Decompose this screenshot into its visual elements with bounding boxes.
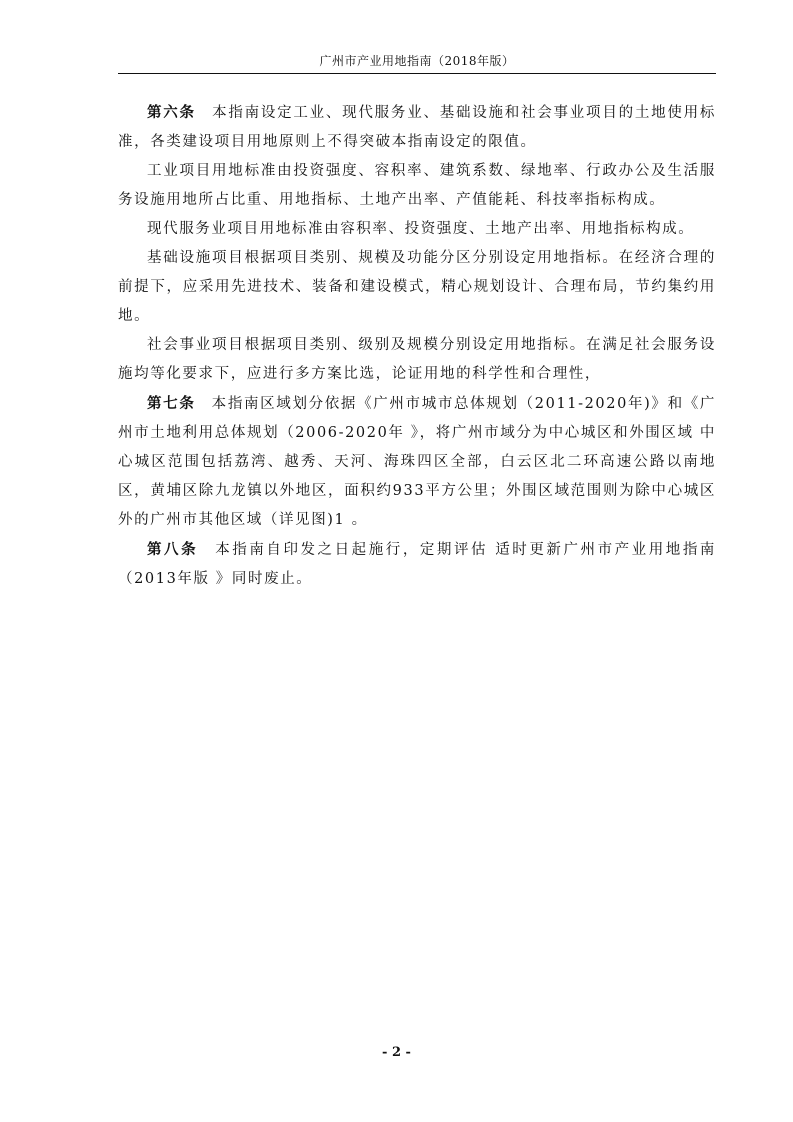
paragraph-text: 本指南区域划分依据《广州市城市总体规划（2011-2020年)》和《广州市土地利用总体规划（2006-2020年 》，将广州市域分为中心城区和外围区域 中心城区范围包括荔湾、越秀、天河、海珠四区全部，白云区北二环高速公路以南地区，黄埔区除九龙镇以外地区，面积约933平方公里；外围区域范围则为除中心城区外的广州市其他区域（详见图)1 。 — [118, 396, 717, 528]
article-heading: 第六条 — [147, 104, 196, 121]
header-divider — [118, 73, 716, 74]
paragraph-industrial-standard — [118, 157, 716, 215]
paragraph-text: 社会事业项目根据项目类别、级别及规模分别设定用地指标。在满足社会服务设施均等化要求下，应进行多方案比选，论证用地的科学性和合理性， — [118, 337, 716, 382]
running-header: 广州市产业用地指南（2018年版） — [319, 54, 515, 68]
paragraph-article-6 — [118, 98, 716, 157]
paragraph-text: 基础设施项目根据项目类别、规模及功能分区分别设定用地指标。在经济合理的前提下，应采用先进技术、装备和建设模式，精心规划设计、合理布局，节约集约用地。 — [118, 250, 716, 324]
paragraph-service-standard — [118, 215, 716, 244]
page-number: - 2 - — [382, 1045, 411, 1060]
paragraph-infrastructure-standard — [118, 244, 716, 331]
document-body — [118, 98, 716, 594]
paragraph-article-8 — [118, 535, 716, 594]
paragraph-social-standard — [118, 331, 716, 389]
paragraph-text: 现代服务业项目用地标准由容积率、投资强度、土地产出率、用地指标构成。 — [147, 221, 695, 237]
article-heading: 第八条 — [147, 541, 199, 558]
paragraph-text: 本指南设定工业、现代服务业、基础设施和社会事业项目的土地使用标准，各类建设项目用地原则上不得突破本指南设定的限值。 — [118, 105, 716, 150]
article-heading: 第七条 — [147, 395, 196, 412]
paragraph-article-7 — [118, 389, 716, 535]
paragraph-text: 工业项目用地标准由投资强度、容积率、建筑系数、绿地率、行政办公及生活服务设施用地所占比重、用地指标、土地产出率、产值能耗、科技率指标构成。 — [118, 163, 716, 208]
paragraph-text: 本指南自印发之日起施行，定期评估 适时更新广州市产业用地指南（2013年版 》同时废止。 — [118, 542, 716, 587]
